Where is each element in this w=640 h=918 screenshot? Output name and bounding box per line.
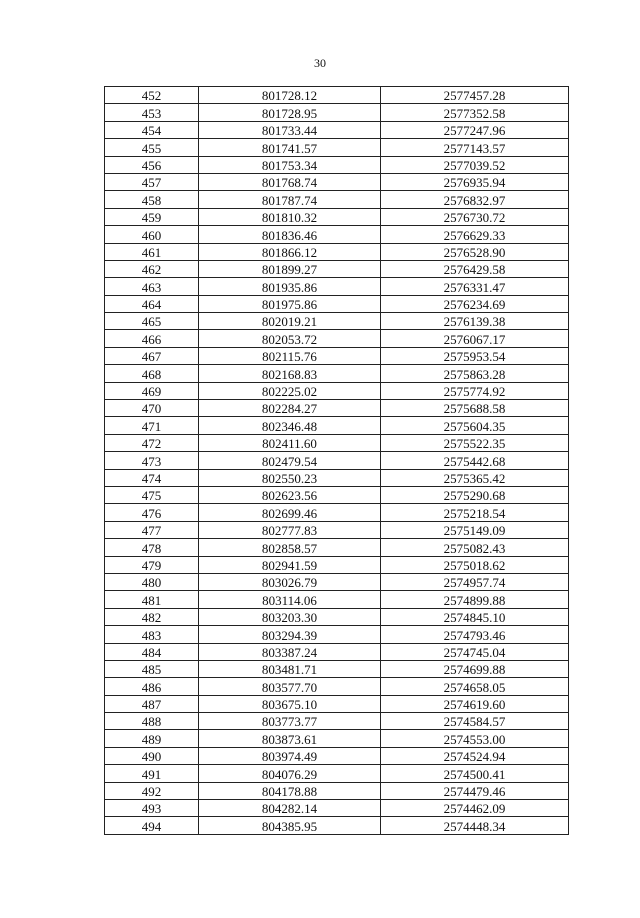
point-number-cell: 466 [105, 330, 199, 347]
point-number-cell: 493 [105, 800, 199, 817]
y-coordinate-cell: 2576629.33 [381, 226, 569, 243]
point-number-cell: 465 [105, 313, 199, 330]
table-row [105, 695, 569, 712]
point-number-cell: 454 [105, 121, 199, 138]
table-row [105, 747, 569, 764]
x-coordinate-cell: 803773.77 [199, 713, 381, 730]
x-coordinate-cell: 803114.06 [199, 591, 381, 608]
x-coordinate-cell: 802623.56 [199, 486, 381, 503]
point-number-cell: 474 [105, 469, 199, 486]
x-coordinate-cell: 803203.30 [199, 608, 381, 625]
y-coordinate-cell: 2575953.54 [381, 347, 569, 364]
y-coordinate-cell: 2575522.35 [381, 434, 569, 451]
point-number-cell: 479 [105, 556, 199, 573]
table-row [105, 173, 569, 190]
y-coordinate-cell: 2575688.58 [381, 400, 569, 417]
x-coordinate-cell: 802284.27 [199, 400, 381, 417]
point-number-cell: 473 [105, 452, 199, 469]
y-coordinate-cell: 2574553.00 [381, 730, 569, 747]
table-row [105, 278, 569, 295]
y-coordinate-cell: 2576935.94 [381, 173, 569, 190]
point-number-cell: 459 [105, 208, 199, 225]
y-coordinate-cell: 2575290.68 [381, 486, 569, 503]
page-number: 30 [314, 56, 326, 70]
point-number-cell: 494 [105, 817, 199, 834]
point-number-cell: 471 [105, 417, 199, 434]
x-coordinate-cell: 801728.95 [199, 104, 381, 121]
y-coordinate-cell: 2574584.57 [381, 713, 569, 730]
x-coordinate-cell: 802346.48 [199, 417, 381, 434]
y-coordinate-cell: 2577352.58 [381, 104, 569, 121]
x-coordinate-cell: 802225.02 [199, 382, 381, 399]
coordinates-table-body [105, 87, 569, 835]
table-row [105, 87, 569, 104]
point-number-cell: 485 [105, 660, 199, 677]
x-coordinate-cell: 801899.27 [199, 260, 381, 277]
y-coordinate-cell: 2577247.96 [381, 121, 569, 138]
point-number-cell: 456 [105, 156, 199, 173]
x-coordinate-cell: 801728.12 [199, 87, 381, 104]
x-coordinate-cell: 801975.86 [199, 295, 381, 312]
y-coordinate-cell: 2576832.97 [381, 191, 569, 208]
table-row [105, 191, 569, 208]
point-number-cell: 480 [105, 573, 199, 590]
y-coordinate-cell: 2575442.68 [381, 452, 569, 469]
x-coordinate-cell: 801768.74 [199, 173, 381, 190]
point-number-cell: 482 [105, 608, 199, 625]
table-row [105, 817, 569, 834]
point-number-cell: 458 [105, 191, 199, 208]
x-coordinate-cell: 803387.24 [199, 643, 381, 660]
x-coordinate-cell: 803873.61 [199, 730, 381, 747]
point-number-cell: 487 [105, 695, 199, 712]
table-row [105, 713, 569, 730]
point-number-cell: 491 [105, 765, 199, 782]
table-row [105, 330, 569, 347]
y-coordinate-cell: 2575863.28 [381, 365, 569, 382]
point-number-cell: 467 [105, 347, 199, 364]
point-number-cell: 452 [105, 87, 199, 104]
y-coordinate-cell: 2574899.88 [381, 591, 569, 608]
y-coordinate-cell: 2576730.72 [381, 208, 569, 225]
table-row [105, 782, 569, 799]
x-coordinate-cell: 801810.32 [199, 208, 381, 225]
point-number-cell: 462 [105, 260, 199, 277]
table-row [105, 730, 569, 747]
x-coordinate-cell: 801787.74 [199, 191, 381, 208]
table-row [105, 365, 569, 382]
table-row [105, 226, 569, 243]
table-row [105, 556, 569, 573]
x-coordinate-cell: 802411.60 [199, 434, 381, 451]
x-coordinate-cell: 802019.21 [199, 313, 381, 330]
table-row [105, 486, 569, 503]
x-coordinate-cell: 803026.79 [199, 573, 381, 590]
y-coordinate-cell: 2574957.74 [381, 573, 569, 590]
x-coordinate-cell: 801753.34 [199, 156, 381, 173]
y-coordinate-cell: 2574500.41 [381, 765, 569, 782]
y-coordinate-cell: 2575082.43 [381, 539, 569, 556]
y-coordinate-cell: 2574524.94 [381, 747, 569, 764]
coordinates-table [104, 86, 569, 835]
x-coordinate-cell: 802168.83 [199, 365, 381, 382]
table-row [105, 608, 569, 625]
point-number-cell: 483 [105, 626, 199, 643]
point-number-cell: 476 [105, 504, 199, 521]
x-coordinate-cell: 802941.59 [199, 556, 381, 573]
x-coordinate-cell: 802858.57 [199, 539, 381, 556]
table-row [105, 434, 569, 451]
x-coordinate-cell: 803481.71 [199, 660, 381, 677]
table-row [105, 521, 569, 538]
point-number-cell: 481 [105, 591, 199, 608]
point-number-cell: 469 [105, 382, 199, 399]
table-row [105, 139, 569, 156]
y-coordinate-cell: 2576331.47 [381, 278, 569, 295]
x-coordinate-cell: 804282.14 [199, 800, 381, 817]
x-coordinate-cell: 804385.95 [199, 817, 381, 834]
point-number-cell: 455 [105, 139, 199, 156]
table-row [105, 121, 569, 138]
point-number-cell: 475 [105, 486, 199, 503]
x-coordinate-cell: 801935.86 [199, 278, 381, 295]
y-coordinate-cell: 2577143.57 [381, 139, 569, 156]
y-coordinate-cell: 2576528.90 [381, 243, 569, 260]
y-coordinate-cell: 2574479.46 [381, 782, 569, 799]
y-coordinate-cell: 2574845.10 [381, 608, 569, 625]
y-coordinate-cell: 2574448.34 [381, 817, 569, 834]
y-coordinate-cell: 2574793.46 [381, 626, 569, 643]
table-row [105, 295, 569, 312]
point-number-cell: 489 [105, 730, 199, 747]
table-row [105, 156, 569, 173]
y-coordinate-cell: 2577457.28 [381, 87, 569, 104]
y-coordinate-cell: 2575365.42 [381, 469, 569, 486]
table-row [105, 678, 569, 695]
y-coordinate-cell: 2575149.09 [381, 521, 569, 538]
y-coordinate-cell: 2576234.69 [381, 295, 569, 312]
y-coordinate-cell: 2575604.35 [381, 417, 569, 434]
x-coordinate-cell: 801741.57 [199, 139, 381, 156]
x-coordinate-cell: 801836.46 [199, 226, 381, 243]
y-coordinate-cell: 2577039.52 [381, 156, 569, 173]
y-coordinate-cell: 2574462.09 [381, 800, 569, 817]
x-coordinate-cell: 804076.29 [199, 765, 381, 782]
table-row [105, 643, 569, 660]
table-row [105, 539, 569, 556]
table-row [105, 660, 569, 677]
y-coordinate-cell: 2575018.62 [381, 556, 569, 573]
table-row [105, 800, 569, 817]
point-number-cell: 460 [105, 226, 199, 243]
point-number-cell: 490 [105, 747, 199, 764]
table-row [105, 765, 569, 782]
x-coordinate-cell: 802550.23 [199, 469, 381, 486]
table-row [105, 469, 569, 486]
x-coordinate-cell: 802115.76 [199, 347, 381, 364]
point-number-cell: 484 [105, 643, 199, 660]
y-coordinate-cell: 2576139.38 [381, 313, 569, 330]
table-row [105, 417, 569, 434]
point-number-cell: 464 [105, 295, 199, 312]
y-coordinate-cell: 2574745.04 [381, 643, 569, 660]
point-number-cell: 492 [105, 782, 199, 799]
point-number-cell: 477 [105, 521, 199, 538]
table-row [105, 573, 569, 590]
point-number-cell: 488 [105, 713, 199, 730]
y-coordinate-cell: 2575218.54 [381, 504, 569, 521]
table-row [105, 504, 569, 521]
table-row [105, 104, 569, 121]
x-coordinate-cell: 801866.12 [199, 243, 381, 260]
table-row [105, 452, 569, 469]
x-coordinate-cell: 803675.10 [199, 695, 381, 712]
y-coordinate-cell: 2574699.88 [381, 660, 569, 677]
table-row [105, 208, 569, 225]
point-number-cell: 463 [105, 278, 199, 295]
table-row [105, 400, 569, 417]
table-row [105, 382, 569, 399]
table-row [105, 313, 569, 330]
y-coordinate-cell: 2575774.92 [381, 382, 569, 399]
point-number-cell: 468 [105, 365, 199, 382]
x-coordinate-cell: 803974.49 [199, 747, 381, 764]
x-coordinate-cell: 803294.39 [199, 626, 381, 643]
table-row [105, 243, 569, 260]
y-coordinate-cell: 2576429.58 [381, 260, 569, 277]
table-row [105, 260, 569, 277]
y-coordinate-cell: 2576067.17 [381, 330, 569, 347]
x-coordinate-cell: 801733.44 [199, 121, 381, 138]
table-row [105, 591, 569, 608]
y-coordinate-cell: 2574619.60 [381, 695, 569, 712]
point-number-cell: 457 [105, 173, 199, 190]
y-coordinate-cell: 2574658.05 [381, 678, 569, 695]
x-coordinate-cell: 803577.70 [199, 678, 381, 695]
point-number-cell: 470 [105, 400, 199, 417]
x-coordinate-cell: 802777.83 [199, 521, 381, 538]
x-coordinate-cell: 802053.72 [199, 330, 381, 347]
point-number-cell: 478 [105, 539, 199, 556]
x-coordinate-cell: 802699.46 [199, 504, 381, 521]
x-coordinate-cell: 802479.54 [199, 452, 381, 469]
x-coordinate-cell: 804178.88 [199, 782, 381, 799]
point-number-cell: 461 [105, 243, 199, 260]
point-number-cell: 486 [105, 678, 199, 695]
table-row [105, 347, 569, 364]
table-row [105, 626, 569, 643]
point-number-cell: 453 [105, 104, 199, 121]
point-number-cell: 472 [105, 434, 199, 451]
